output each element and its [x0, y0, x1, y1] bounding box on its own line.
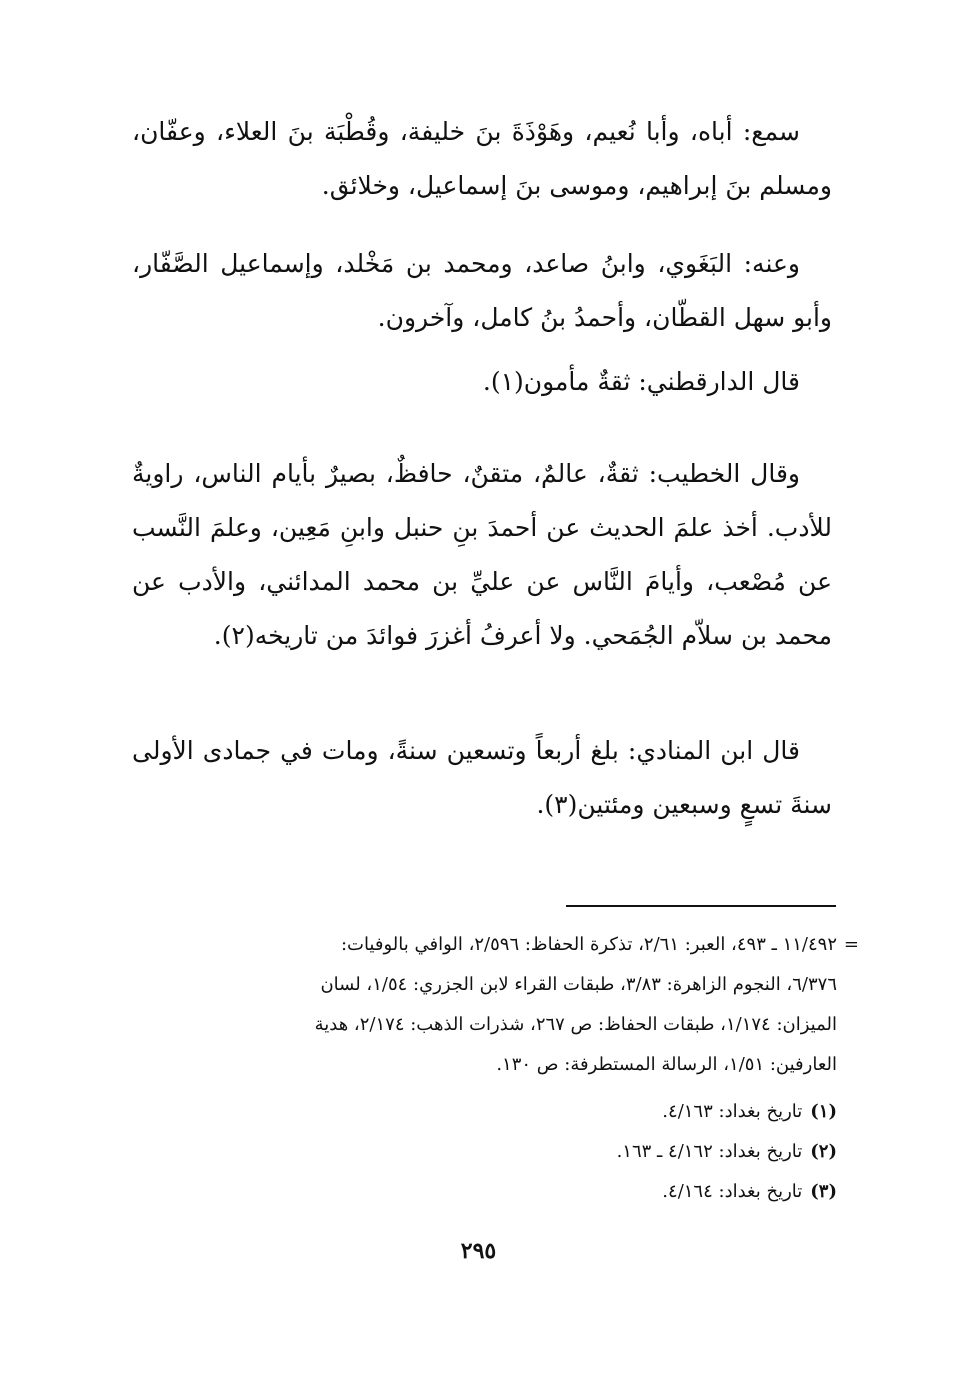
paragraph-heard-from	[132, 105, 832, 213]
footnote-line: الميزان: ١/١٧٤، طبقات الحفاظ: ص ٢٦٧، شذرات الذهب: ٢/١٧٤، هدية	[314, 1014, 837, 1035]
text-line: قال ابن المنادي: بلغ أربعاً وتسعين سنةً، ومات في جمادى	[202, 736, 800, 765]
text-line: وقال الخطيب: ثقةٌ، عالمٌ، متقنٌ، حافظٌ، بصيرٌ بأيام الناس،	[193, 459, 800, 488]
text-line: راويةٌ للأدب. أخذ علمَ الحديث عن أحمدَ بنِ حنبل وابنِ مَعِين، وعلمَ	[132, 459, 832, 542]
footnote-text: تاريخ بغداد: ٤/١٦٤.	[662, 1181, 803, 1202]
paragraph-daraqutni	[132, 355, 832, 409]
footnote-number: (٣)	[810, 1181, 837, 1202]
text-line: الأولى سنةَ تسعٍ وسبعين ومئتين(٣).	[132, 736, 832, 819]
text-line: الصَّفّار، وأبو سهل القطّان، وأحمدُ بنُ كامل، وآخرون.	[132, 249, 832, 332]
text-line: عن محمد بن سلاّم الجُمَحي. ولا أعرفُ أغزرَ فوائدَ من	[132, 567, 832, 650]
text-line: وعنه: البَغَوي، وابنُ صاعد، ومحمد بن مَخْلد، وإسماعيل	[220, 249, 800, 278]
footnote-line: العارفين: ١/٥١، الرسالة المستطرفة: ص ١٣٠.	[496, 1054, 837, 1075]
paragraph-khatib	[132, 447, 832, 663]
footnote-line: ١١/٤٩٢ ـ ٤٩٣، العبر: ٢/٦١، تذكرة الحفاظ: ٢/٥٩٦، الوافي بالوفيات:	[340, 934, 837, 955]
footnote-continuation	[137, 925, 859, 1085]
footnote-number: (٢)	[810, 1141, 837, 1162]
footnote-text: تاريخ بغداد: ٤/١٦٣.	[662, 1101, 803, 1122]
page-number: ٢٩٥	[460, 1238, 497, 1264]
footnote-separator	[566, 905, 836, 907]
text-line: قال الدارقطني: ثقةٌ مأمون(١).	[482, 367, 800, 396]
text-line: النَّسب عن مُصْعب، وأيامَ النَّاس عن عليِّ بن محمد المدائني، والأدب	[132, 513, 832, 596]
footnote-1	[137, 1092, 837, 1132]
text-line: سمع: أباه، وأبا نُعيم، وهَوْذَةَ بنَ خليفة، وقُطْبَة بنَ العلاء،	[216, 117, 800, 146]
footnote-number: (١)	[810, 1101, 837, 1122]
text-line: تاريخه(٢).	[213, 621, 318, 650]
continuation-marker: =	[843, 934, 859, 955]
footnote-2	[137, 1132, 837, 1172]
paragraph-narrators	[132, 237, 832, 345]
paragraph-ibn-munadi	[132, 724, 832, 832]
text-line: وعفّان، ومسلم بنَ إبراهيم، وموسى بنَ إسماعيل، وخلائق.	[132, 117, 832, 200]
footnote-line: ٦/٣٧٦، النجوم الزاهرة: ٣/٨٣، طبقات القراء لابن الجزري: ١/٥٤، لسان	[320, 974, 837, 995]
footnote-3	[137, 1172, 837, 1212]
footnote-text: تاريخ بغداد: ٤/١٦٢ ـ ١٦٣.	[616, 1141, 803, 1162]
